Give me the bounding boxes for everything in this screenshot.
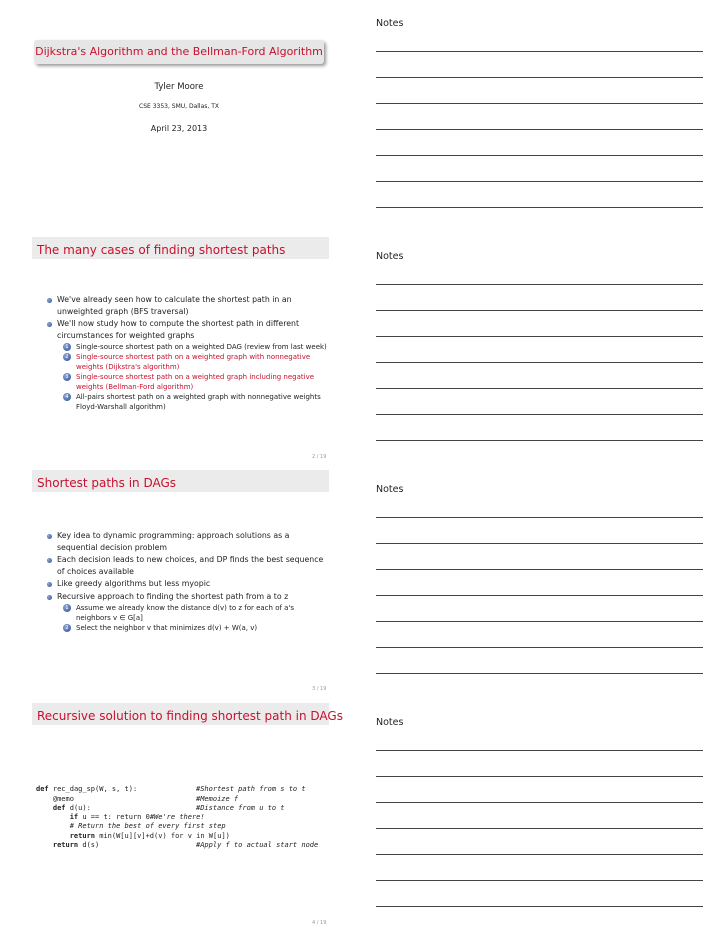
notes-rule [376,673,703,674]
notes-label-2: Notes [376,251,404,262]
notes-rule [376,129,703,130]
page-number: 2 / 19 [312,454,327,460]
number-badge: 2 [63,353,71,361]
notes-rule [376,181,703,182]
code-keyword: return [36,841,79,850]
presentation-title: Dijkstra's Algorithm and the Bellman-Ford Algorithm [35,45,323,58]
bullet-item: We've already seen how to calculate the shortest path in an unweighted graph (BFS traversal) [46,294,331,317]
notes-rule [376,750,703,751]
numbered-item [46,623,331,633]
notes-label-4: Notes [376,717,404,728]
bullet-item: Like greedy algorithms but less myopic [46,578,331,590]
code-block [36,776,318,850]
code-comment: #Distance from u to t [196,803,285,812]
subitem-text: Single-source shortest path on a weighted graph with nonnegative weights (Dijkstra's algorithm) [76,353,311,371]
affiliation: CSE 3353, SMU, Dallas, TX [139,103,219,110]
code-line [36,813,150,822]
notes-rule [376,51,703,52]
code-keyword: def [36,785,49,794]
number-badge: 1 [63,604,71,612]
slide-3-body [46,530,331,633]
notes-rule [376,362,703,363]
numbered-item [46,392,331,412]
number-badge: 3 [63,373,71,381]
slide-2-body [46,294,331,412]
notes-rule [376,906,703,907]
numbered-item [46,342,331,352]
code-text [36,822,70,830]
date: April 23, 2013 [150,124,208,133]
notes-rule [376,103,703,104]
subitem-text: Single-source shortest path on a weighted DAG (review from last week) [76,343,327,351]
notes-rule [376,284,703,285]
notes-label-3: Notes [376,484,404,495]
bullet-item: Recursive approach to finding the shortest path from a to z [46,591,331,603]
number-badge: 2 [63,624,71,632]
subitem-text: Select the neighbor v that minimizes d(v) + W(a, v) [76,624,258,632]
bullet-item [46,318,331,341]
notes-rule [376,621,703,622]
code-comment: #Shortest path from s to t [196,785,306,794]
code-keyword: if [36,813,79,822]
bullet-text: We'll now study how to compute the shortest path in different circumstances for weighted graphs [57,319,300,340]
code-line [36,832,230,841]
notes-rule [376,828,703,829]
code-comment: # Return the best of every first step [69,822,226,831]
slide-2-title: The many cases of finding shortest paths [37,243,286,257]
notes-rule [376,854,703,855]
slide-4-title: Recursive solution to finding shortest path in DAGs [37,709,343,723]
code-text: d(u): [65,803,91,812]
code-line [36,785,196,794]
notes-rule [376,802,703,803]
notes-rule [376,517,703,518]
notes-rule [376,414,703,415]
code-text: rec_dag_sp(W, s, t): [48,785,138,794]
notes-rule [376,595,703,596]
code-line [36,804,196,813]
slide-3-title: Shortest paths in DAGs [37,476,177,490]
notes-rule [376,880,703,881]
notes-rule [376,207,703,208]
bullet-item: Each decision leads to new choices, and DP finds the best sequence of choices available [46,554,331,577]
numbered-item [46,372,331,392]
notes-rule [376,155,703,156]
notes-label-1: Notes [376,18,404,29]
bullet-item: Key idea to dynamic programming: approach solutions as a sequential decision problem [46,530,331,553]
code-text: u == t: return 0 [78,813,150,822]
code-text: min(W[u][v]+d(v) for v in W[u]) [95,831,230,840]
subitem-text: Single-source shortest path on a weighted graph including negative weights (Bellman-Ford algorithm) [76,373,315,391]
notes-rule [376,388,703,389]
code-comment: #Apply f to actual start node [196,841,319,850]
code-line [36,795,196,804]
code-text: @memo [36,794,74,803]
notes-rule [376,647,703,648]
number-badge: 4 [63,393,71,401]
page-number: 4 / 19 [312,920,327,926]
numbered-item [46,352,331,372]
page-number: 3 / 19 [312,686,327,692]
code-keyword: return [36,831,96,840]
subitem-text: All-pairs shortest path on a weighted graph with nonnegative weights Floyd-Warshall algorithm) [76,393,321,411]
notes-rule [376,336,703,337]
notes-rule [376,569,703,570]
code-comment: #We're there! [149,813,205,822]
number-badge: 1 [63,343,71,351]
notes-rule [376,776,703,777]
notes-rule [376,77,703,78]
notes-rule [376,310,703,311]
notes-rule [376,543,703,544]
author: Tyler Moore [154,82,204,92]
code-text: d(s) [78,841,100,850]
numbered-item [46,603,331,623]
code-line [36,822,70,831]
code-keyword: def [36,803,66,812]
code-line [36,841,196,850]
subitem-text: Assume we already know the distance d(v) to z for each of a's neighbors v ∈ G[a] [76,604,295,622]
notes-rule [376,440,703,441]
code-comment: #Memoize f [196,794,239,803]
